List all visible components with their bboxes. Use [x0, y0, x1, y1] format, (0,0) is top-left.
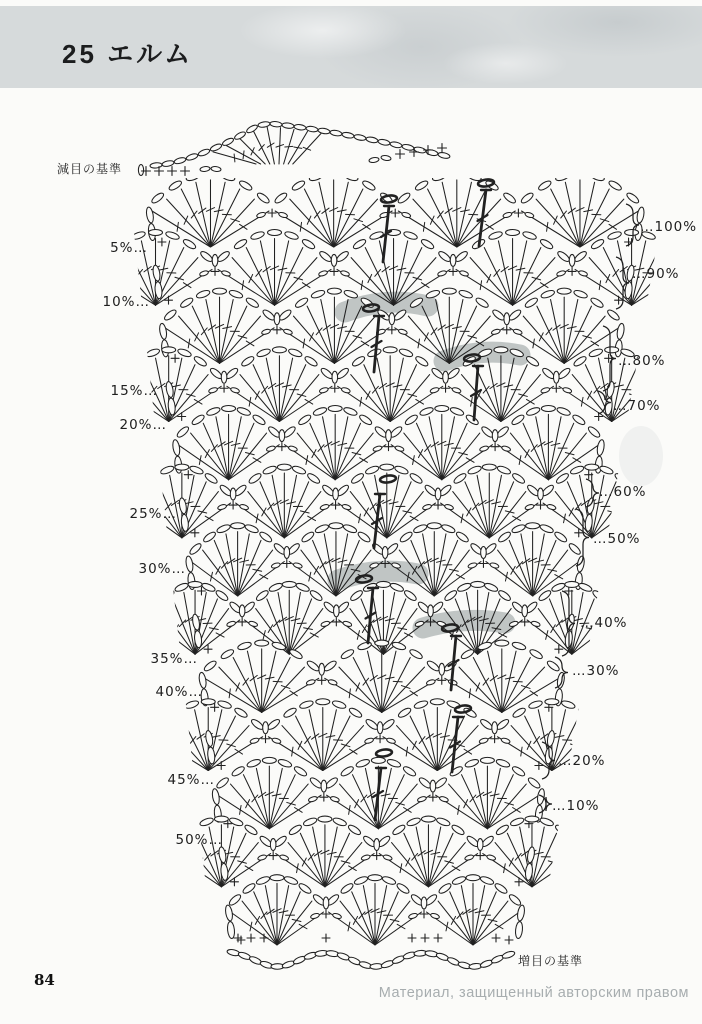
increase-guide-caption: 増目の基準	[518, 954, 584, 968]
decrease-guide-motif	[138, 121, 450, 176]
left-percent-label: 40%…	[155, 684, 203, 700]
fan-row	[198, 640, 565, 712]
left-percent-label: 30%…	[138, 561, 186, 577]
right-percent-label: …70%	[613, 398, 661, 414]
fan-row	[224, 875, 525, 945]
chapter-header-band	[0, 6, 702, 88]
right-percent-label: …30%	[572, 663, 620, 679]
right-percent-label: …40%	[580, 615, 628, 631]
crochet-stitch-chart	[0, 96, 702, 1024]
right-percent-label: …20%	[558, 753, 606, 769]
brace-mark	[616, 257, 629, 309]
left-percent-label: 20%…	[119, 417, 167, 433]
left-percent-label: 15%…	[110, 383, 158, 399]
right-percent-label: …60%	[599, 484, 647, 500]
fan-fabric	[97, 171, 690, 945]
decrease-guide-caption: 減目の基準	[57, 162, 123, 176]
left-percent-label: 35%…	[150, 651, 198, 667]
right-percent-label: …90%	[632, 266, 680, 282]
left-percent-label: 50%…	[175, 832, 223, 848]
fan-row	[114, 347, 666, 422]
right-percent-label: …80%	[618, 353, 666, 369]
right-percent-label: …100%	[640, 219, 698, 235]
left-percent-label: 10%…	[102, 294, 150, 310]
copyright-notice: Материал, защищенный авторским правом	[378, 985, 689, 1001]
page-number: 84	[34, 971, 55, 989]
right-percent-label: …50%	[593, 531, 641, 547]
left-percent-label: 25%…	[129, 506, 177, 522]
fan-row	[97, 230, 690, 306]
pattern-title: 25 エルム	[62, 39, 194, 69]
right-percent-label: …10%	[552, 798, 600, 814]
left-percent-label: 45%…	[167, 772, 215, 788]
left-percent-label: 5%…	[110, 240, 148, 256]
